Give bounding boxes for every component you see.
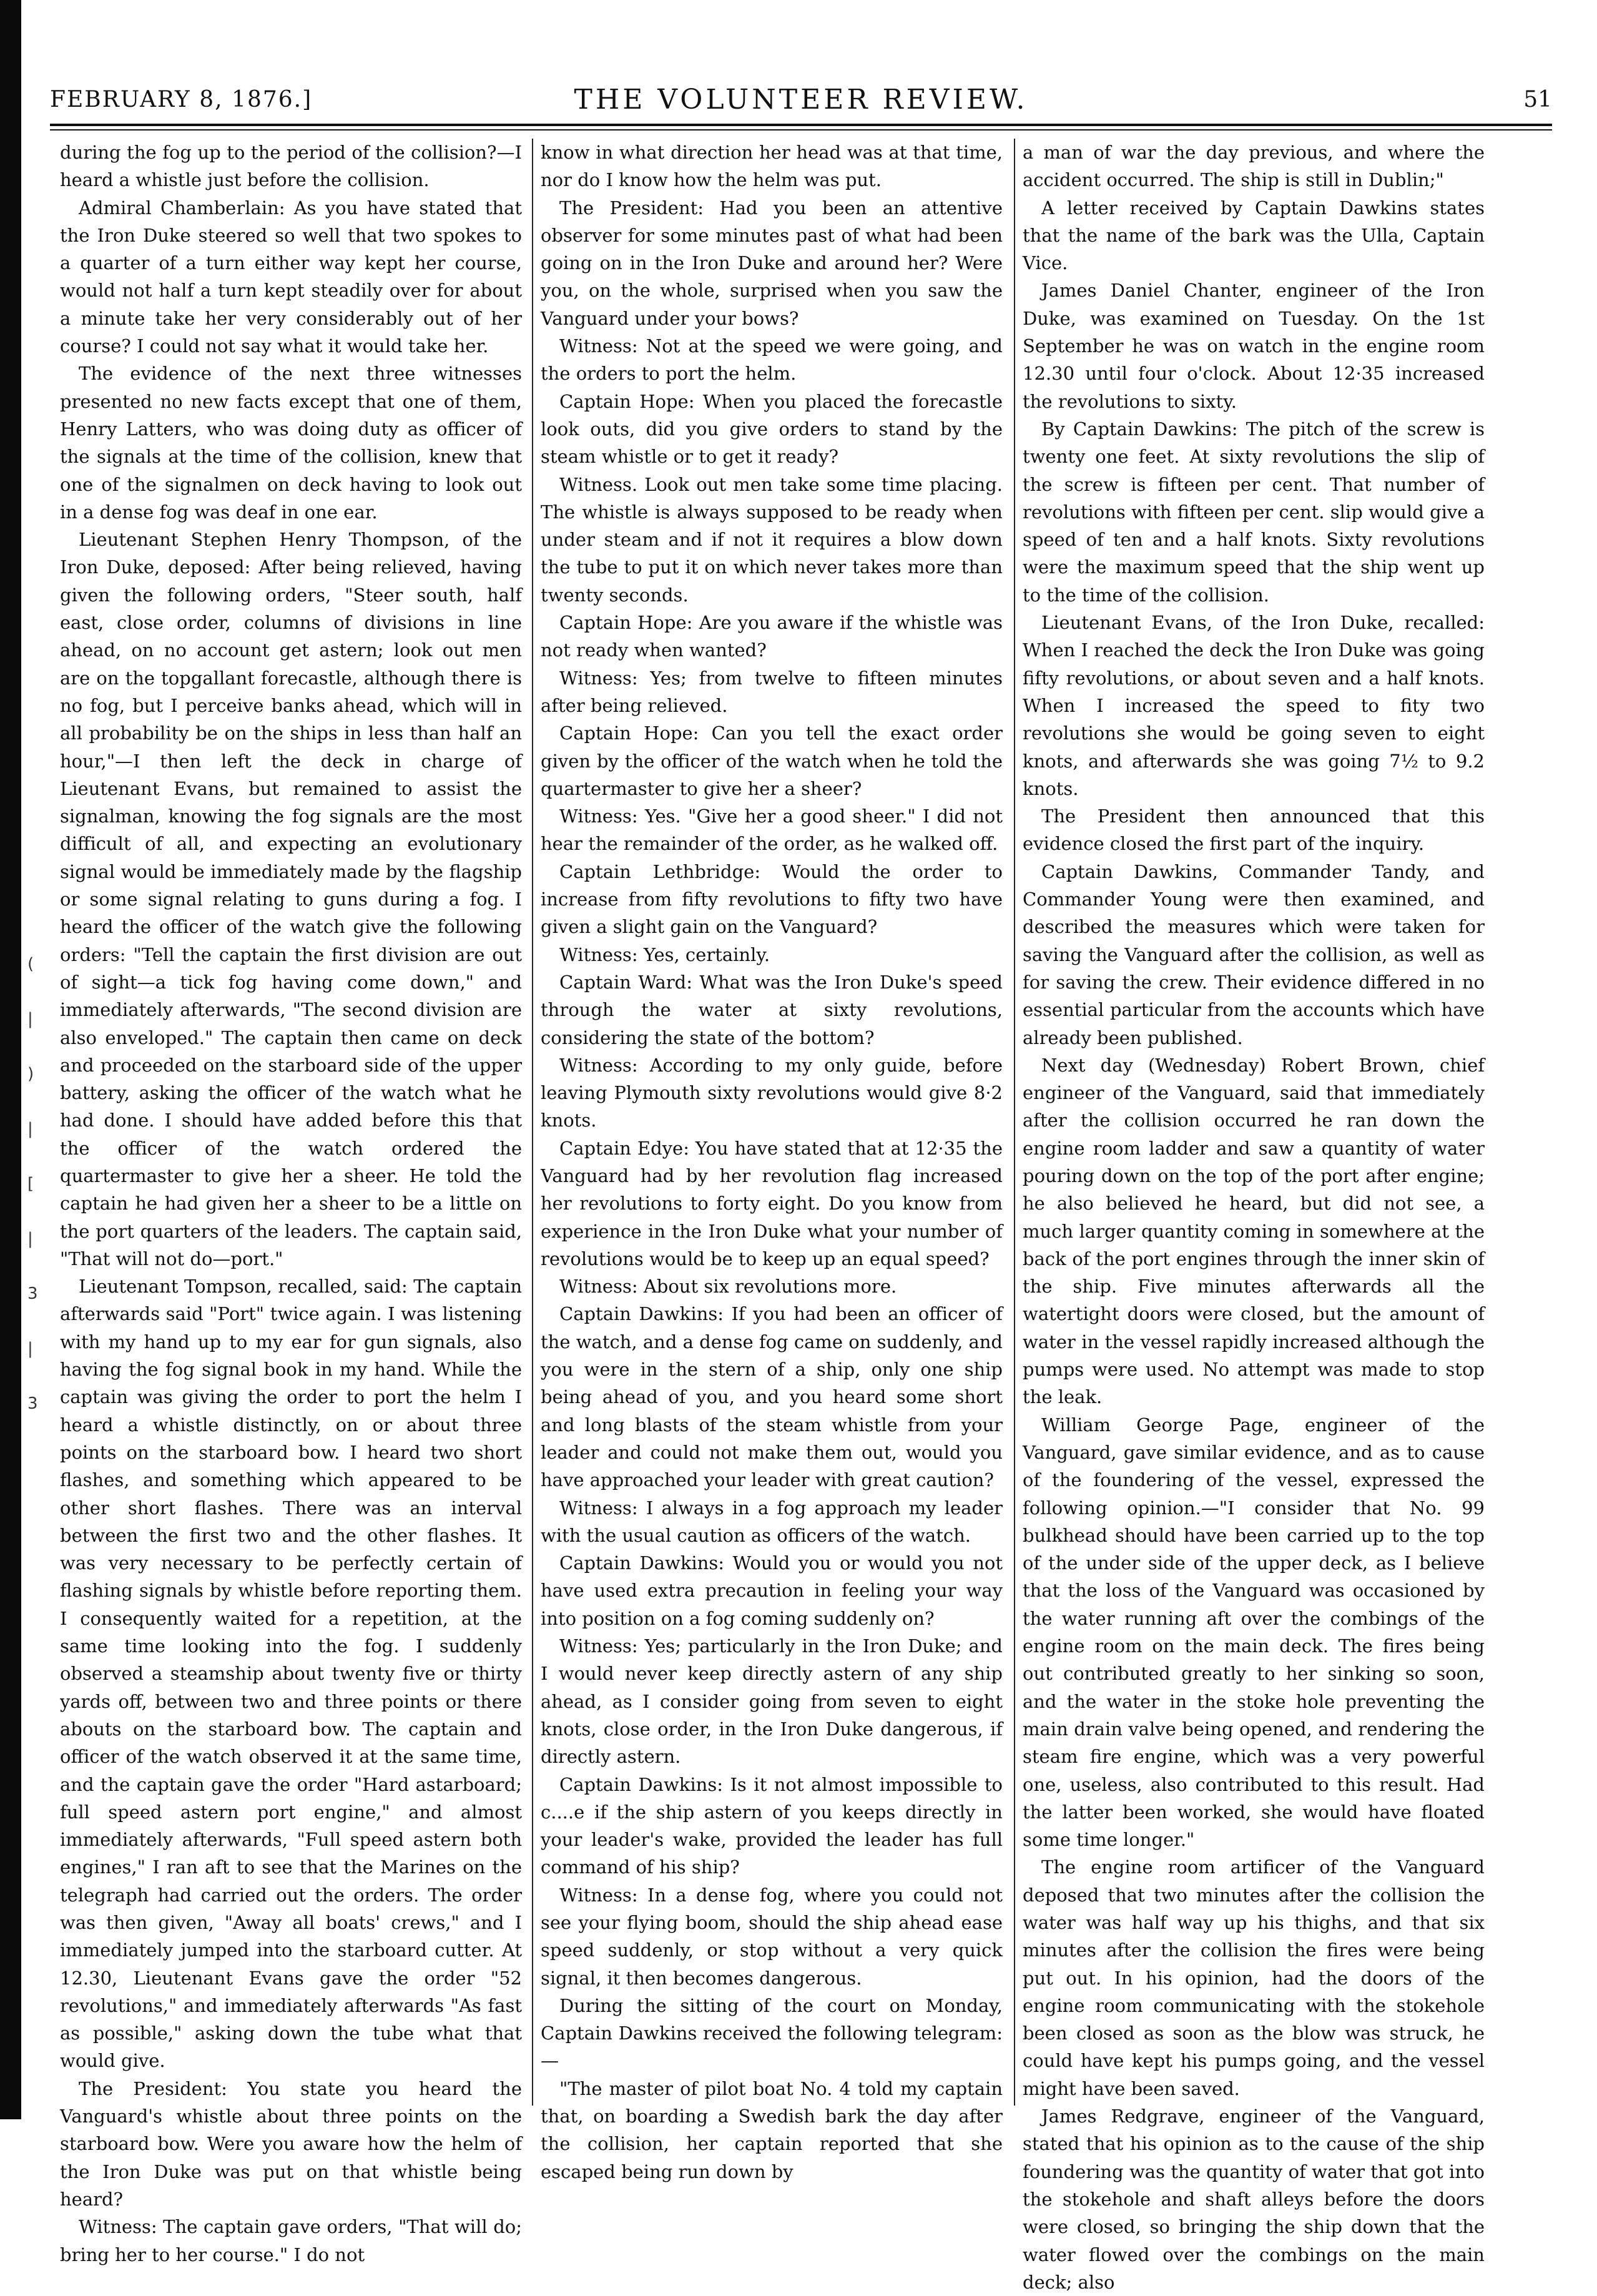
paragraph: Captain Dawkins: Is it not almost impossible to c....e if the ship astern of you keeps directly in your leader's wake, provided the leader has full command of his ship?: [541, 1773, 1003, 1878]
paragraph: Witness: About six revolutions more.: [559, 1276, 897, 1298]
paragraph: The evidence of the next three witnesses presented no new facts except that one of them, Henry Latters, who was doing duty as officer of the signals at the time of the collision, knew that one of the signalmen on deck having to look out in a dense fog was deaf in one ear.: [60, 363, 522, 523]
paragraph: Captain Ward: What was the Iron Duke's speed through the water at sixty revolutions, considering the state of the bottom?: [541, 971, 1003, 1048]
column-3: [1023, 139, 1485, 2293]
paragraph: Witness. Look out men take some time placing. The whistle is always supposed to be ready when under steam and if not it requires a blow down the tube to put it on which never takes more than twenty seconds.: [541, 473, 1003, 606]
margin-mark: [: [27, 1175, 34, 1193]
margin-mark: |: [27, 1229, 33, 1248]
paragraph: Witness: Yes. "Give her a good sheer." I did not hear the remainder of the order, as he walked off.: [541, 806, 1003, 855]
margin-marks: [27, 937, 42, 2061]
paragraph: Captain Dawkins, Commander Tandy, and Commander Young were then examined, and described the measures which were taken for saving the Vanguard after the collision, as well as for saving the crew. Their evidence differed in no essential particular from the accounts which have already been published.: [1023, 860, 1485, 1048]
paragraph: Lieutenant Evans, of the Iron Duke, recalled: When I reached the deck the Iron Duke was going fifty revolutions, or about seven and a half knots. When I increased the speed to fity two revolutions she would be going seven to eight knots, and afterwards she was going 7½ to 9.2 knots.: [1023, 612, 1485, 799]
margin-mark: |: [27, 1339, 33, 1358]
paragraph: Captain Dawkins: Would you or would you not have used extra precaution in feeling your way into position on a fog coming suddenly on?: [541, 1552, 1003, 1629]
paragraph: Witness: In a dense fog, where you could not see your flying boom, should the ship ahead ease speed suddenly, or stop without a very quick signal, it then becomes dangerous.: [541, 1884, 1003, 1989]
paragraph: Captain Hope: When you placed the forecastle look outs, did you give orders to stand by the steam whistle or to get it ready?: [541, 390, 1003, 468]
paragraph: know in what direction her head was at that time, nor do I know how the helm was put.: [541, 142, 1003, 191]
paragraph: Next day (Wednesday) Robert Brown, chief engineer of the Vanguard, said that immediately after the collision occurred he ran down the engine room ladder and saw a quantity of water pouring down on the top of the port after engine; he also believed he heard, but did not see, a much larger quantity coming in somewhere at the back of the port engines through the inner skin of the ship. Five minutes afterwards all the watertight doors were closed, but the amount of water in the vessel rapidly increased although the pumps were used. No attempt was made to stop the leak.: [1023, 1054, 1485, 1408]
paragraph: Witness: Not at the speed we were going, and the orders to port the helm.: [541, 335, 1003, 385]
margin-mark: 3: [27, 1394, 38, 1413]
paragraph: Witness: The captain gave orders, "That will do; bring her to her course." I do not: [60, 2216, 522, 2265]
paragraph: Lieutenant Tompson, recalled, said: The captain afterwards said "Port" twice again. I was listening with my hand up to my ear for gun signals, also having the fog signal book in my hand. While the captain was giving the order to port the helm I heard a whistle distinctly, on or about three points on the starboard bow. I heard two short flashes, and something which appeared to be other short flashes. There was an interval between the first two and the other flashes. It was very necessary to be perfectly certain of flashing signals by whistle before reporting them. I consequently waited for a repetition, at the same time looking into the fog. I suddenly observed a steamship about twenty five or thirty yards off, between two and three points or there abouts on the starboard bow. The captain and officer of the watch observed it at the same time, and the captain gave the order "Hard astarboard; full speed astern port engine," and almost immediately afterwards, "Full speed astern both engines," I ran aft to see that the Marines on the telegraph had carried out the orders. The order was then given, "Away all boats' crews," and I immediately jumped into the starboard cutter. At 12.30, Lieutenant Evans gave the order "52 revolutions," and immediately afterwards "As fast as possible," asking down the tube what that would give.: [60, 1276, 522, 2072]
header-rule-thick: [50, 124, 1552, 126]
paragraph: The engine room artificer of the Vanguard deposed that two minutes after the collision the water was half way up his thighs, and that six minutes after the collision the fires were being put out. In his opinion, had the doors of the engine room communicating with the stokehole been closed as soon as the blow was struck, he could have kept his pumps going, and the vessel might have been saved.: [1023, 1856, 1485, 2099]
paragraph: William George Page, engineer of the Vanguard, gave similar evidence, and as to cause of the foundering of the vessel, expressed the following opinion.—"I consider that No. 99 bulkhead should have been carried up to the top of the under side of the upper deck, as I believe that the loss of the Vanguard was occasioned by the water running aft over the combings of the engine room on the main deck. The fires being out contributed greatly to her sinking so soon, and the water in the stoke hole preventing the main drain valve being opened, and rendering the steam fire engine, which was a very powerful one, useless, also contributed to this result. Had the latter been worked, she would have floated some time longer.": [1023, 1414, 1485, 1851]
paragraph: Admiral Chamberlain: As you have stated that the Iron Duke steered so well that two spokes to a quarter of a turn either way kept her course, would not half a turn kept steadily over for about a minute take her very considerably out of her course? I could not say what it would take her.: [60, 197, 522, 357]
column-1: [60, 139, 522, 2265]
publication-title: THE VOLUNTEER REVIEW.: [574, 84, 1028, 116]
issue-date: FEBRUARY 8, 1876.]: [50, 87, 313, 112]
paragraph: During the sitting of the court on Monday, Captain Dawkins received the following telegram:—: [541, 1994, 1003, 2072]
margin-mark: (: [27, 955, 34, 973]
paragraph: The President then announced that this evidence closed the first part of the inquiry.: [1023, 806, 1485, 855]
paragraph: Captain Dawkins: If you had been an officer of the watch, and a dense fog came on suddenly, and you were in the stern of a ship, only one ship being ahead of you, and you heard some short and long blasts of the steam whistle from your leader and could not make them out, would you have approached your leader with great caution?: [541, 1303, 1003, 1491]
margin-mark: ): [27, 1065, 34, 1083]
margin-mark: 3: [27, 1284, 38, 1303]
paragraph: By Captain Dawkins: The pitch of the screw is twenty one feet. At sixty revolutions the slip of the screw is fifteen per cent. That number of revolutions with fifteen per cent. slip would give a speed of ten and a half knots. Sixty revolutions were the maximum speed that the ship went up to the time of the collision.: [1023, 418, 1485, 606]
page-edge-shadow: [0, 0, 21, 2119]
paragraph: Captain Hope: Are you aware if the whistle was not ready when wanted?: [541, 612, 1003, 661]
paragraph: James Daniel Chanter, engineer of the Iron Duke, was examined on Tuesday. On the 1st September he was on watch in the engine room 12.30 until four o'clock. About 12·35 increased the revolutions to sixty.: [1023, 280, 1485, 412]
paragraph: Witness: Yes, certainly.: [559, 944, 770, 965]
paragraph: Witness: Yes; from twelve to fifteen minutes after being relieved.: [541, 667, 1003, 716]
paragraph: A letter received by Captain Dawkins states that the name of the bark was the Ulla, Captain Vice.: [1023, 197, 1485, 274]
column-separator: [1014, 139, 1015, 2106]
paragraph: Witness: Yes; particularly in the Iron Duke; and I would never keep directly astern of any ship ahead, as I consider going from seven to eight knots, close order, in the Iron Duke dangerous, if directly astern.: [541, 1635, 1003, 1768]
page-header: [50, 80, 1552, 120]
paragraph: Witness: I always in a fog approach my leader with the usual caution as officers of the watch.: [541, 1497, 1003, 1546]
paragraph: The President: Had you been an attentive observer for some minutes past of what had been going on in the Iron Duke and around her? Were you, on the whole, surprised when you saw the Vanguard under your bows?: [541, 197, 1003, 329]
paragraph: during the fog up to the period of the collision?—I heard a whistle just before the collision.: [60, 142, 522, 191]
page-number: 51: [1523, 87, 1552, 112]
column-separator: [532, 139, 533, 2106]
paragraph: Captain Hope: Can you tell the exact order given by the officer of the watch when he told the quartermaster to give her a sheer?: [541, 722, 1003, 799]
paragraph: a man of war the day previous, and where the accident occurred. The ship is still in Dublin;": [1023, 142, 1485, 191]
header-rule-thin: [50, 129, 1552, 131]
paragraph: "The master of pilot boat No. 4 told my captain that, on boarding a Swedish bark the day after the collision, her captain reported that she escaped being run down by: [541, 2077, 1003, 2182]
paragraph: Witness: According to my only guide, before leaving Plymouth sixty revolutions would give 8·2 knots.: [541, 1054, 1003, 1131]
column-2: [541, 139, 1003, 2182]
paragraph: The President: You state you heard the Vanguard's whistle about three points on the starboard bow. Were you aware how the helm of the Iron Duke was put on that whistle being heard?: [60, 2077, 522, 2210]
paragraph: James Redgrave, engineer of the Vanguard, stated that his opinion as to the cause of the ship foundering was the quantity of water that got into the stokehole and shaft alleys before the doors were closed, so bringing the ship down that the water flowed over the combings on the main deck; also: [1023, 2106, 1485, 2293]
margin-mark: |: [27, 1010, 33, 1028]
margin-mark: |: [27, 1120, 33, 1138]
paragraph: Captain Edye: You have stated that at 12·35 the Vanguard had by her revolution flag increased her revolutions to forty eight. Do you know from experience in the Iron Duke what your number of revolutions would be to keep up an equal speed?: [541, 1137, 1003, 1269]
paragraph: Captain Lethbridge: Would the order to increase from fifty revolutions to fifty two have given a slight gain on the Vanguard?: [541, 860, 1003, 938]
paragraph: Lieutenant Stephen Henry Thompson, of the Iron Duke, deposed: After being relieved, having given the following orders, "Steer south, half east, close order, columns of divisions in line ahead, on no account get astern; look out men are on the topgallant forecastle, although there is no fog, but I perceive banks ahead, which will in all probability be on the ships in less than half an hour,"—I then left the deck in charge of Lieutenant Evans, but remained to assist the signalman, knowing the fog signals are the most difficult of all, and expecting an evolutionary signal would be immediately made by the flagship or some signal relating to guns during a fog. I heard the officer of the watch give the following orders: "Tell the captain the first division are out of sight—a tick fog having come down," and immediately afterwards, "The second division are also enveloped." The captain then came on deck and proceeded on the starboard side of the upper battery, asking the officer of the watch what he had done. I should have added before this that the officer of the watch ordered the quartermaster to give her a sheer. He told the captain he had given her a sheer to be a little on the port quarters of the leaders. The captain said, "That will not do—port.": [60, 529, 522, 1269]
